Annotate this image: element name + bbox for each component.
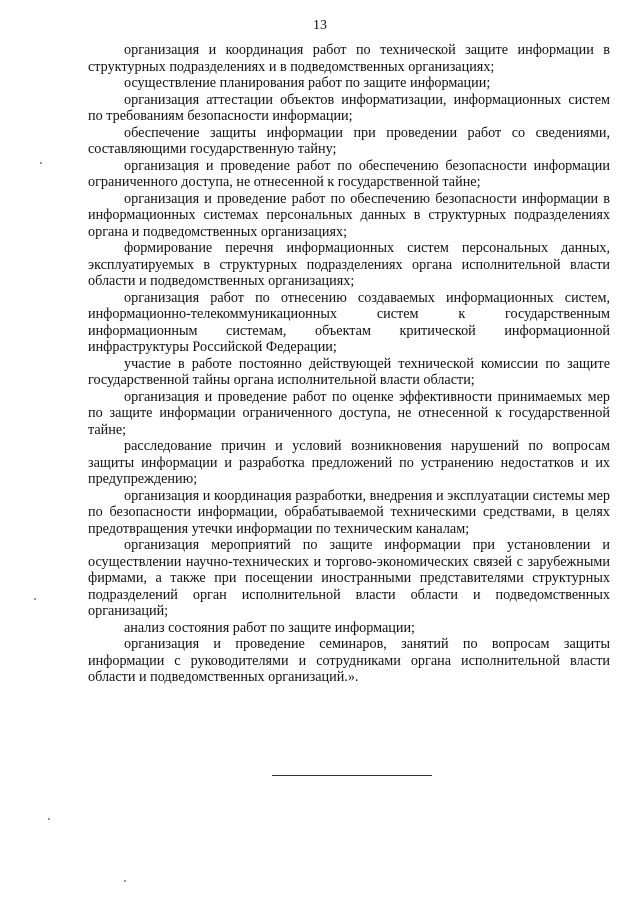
- list-item: формирование перечня информационных систем персональных данных, эксплуатируемых в структурных подразделениях органа исполнительной власти области и подведомственных организациях;: [88, 240, 610, 289]
- list-item: организация и проведение работ по обеспечению безопасности информации ограниченного доступа, не отнесенной к государственной тайне;: [88, 157, 610, 190]
- list-item: организация и проведение семинаров, занятий по вопросам защиты информации с руководителями и сотрудниками органа исполнительной власти области и подведомственных организаций.».: [88, 636, 610, 685]
- list-item: организация мероприятий по защите информации при установлении и осуществлении научно-технических и торгово-экономических связей с зарубежными фирмами, а также при посещении иностранными представителями структурных подразделений орган исполнительной власти области и подведомственных организаций;: [88, 537, 610, 619]
- list-item: организация работ по отнесению создаваемых информационных систем, информационно-телекоммуникационных систем к государственным информационным системам, объектам критической информационной инфраструктуры Российской Федерации;: [88, 289, 610, 355]
- list-item: расследование причин и условий возникновения нарушений по вопросам защиты информации и разработка предложений по устранению недостатков и их предупреждению;: [88, 438, 610, 487]
- list-item: организация и координация работ по технической защите информации в структурных подразделениях и в подведомственных организациях;: [88, 42, 610, 75]
- list-item: организация аттестации объектов информатизации, информационных систем по требованиям безопасности информации;: [88, 91, 610, 124]
- scan-speck: [40, 162, 42, 164]
- list-item: организация и проведение работ по оценке эффективности принимаемых мер по защите информации ограниченного доступа, не отнесенной к государственной тайне;: [88, 388, 610, 438]
- scan-speck: [124, 880, 126, 882]
- scan-speck: [34, 598, 36, 600]
- list-item: обеспечение защиты информации при проведении работ со сведениями, составляющими государственную тайну;: [88, 124, 610, 157]
- document-body: [88, 42, 610, 686]
- list-item: организация и проведение работ по обеспечению безопасности информации в информационных системах персональных данных в структурных подразделениях органа и подведомственных организациях;: [88, 190, 610, 240]
- list-item: осуществление планирования работ по защите информации;: [124, 75, 491, 91]
- list-item: организация и координация разработки, внедрения и эксплуатации системы мер по безопасности информации, обрабатываемой техническими средствами, в целях предотвращения утечки информации по техническим каналам;: [88, 487, 610, 537]
- closing-rule: [272, 775, 432, 776]
- list-item: участие в работе постоянно действующей технической комиссии по защите государственной тайны органа исполнительной власти области;: [88, 355, 610, 388]
- page-number: 13: [313, 18, 327, 33]
- scan-speck: [48, 818, 50, 820]
- list-item: анализ состояния работ по защите информации;: [124, 619, 416, 636]
